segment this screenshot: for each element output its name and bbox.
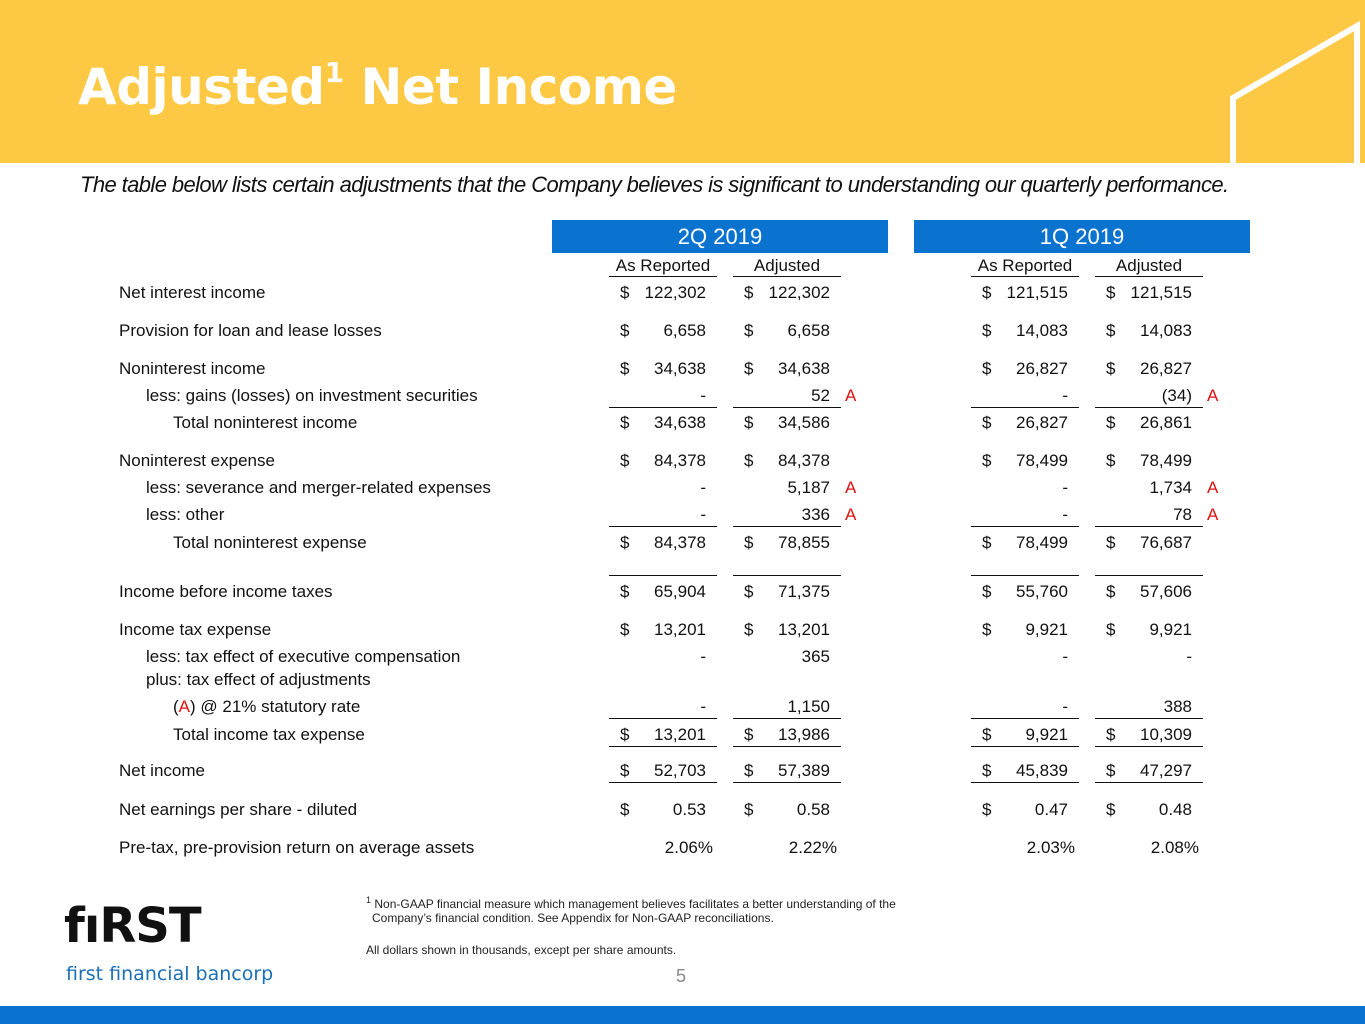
value-cell [609,450,717,472]
footnote-line1: Non-GAAP financial measure which management believes facilitates a better understanding of the [374,897,896,911]
currency-sign: $ [982,800,992,819]
table-row [0,282,1365,304]
value: 122,302 [768,283,830,302]
row-label [119,837,474,859]
adjustment-flag: A [845,478,857,497]
currency-sign: $ [1106,582,1116,601]
title-text: Adjusted [78,58,325,116]
currency-sign: $ [620,725,630,744]
value: 78,499 [1016,533,1068,552]
table-row [0,320,1365,342]
label-text: Noninterest income [119,359,266,378]
currency-sign: $ [744,451,754,470]
total-rule [733,575,841,576]
currency-sign: $ [982,359,992,378]
value-cell [971,696,1079,719]
value: 78,499 [1016,451,1068,470]
value-cell [733,696,841,719]
value-cell [609,385,717,408]
currency-sign: $ [982,761,992,780]
value-cell [971,504,1079,527]
value-cell [733,760,841,783]
value: 57,606 [1140,582,1192,601]
currency-sign: $ [1106,800,1116,819]
currency-sign: $ [620,359,630,378]
value-cell [609,504,717,527]
value: 336 [801,505,830,524]
value-cell [971,581,1079,603]
footnote-line2: Company’s financial condition. See Appendix for Non-GAAP reconciliations. [372,911,774,925]
table-row [0,450,1365,472]
value-cell [609,724,717,747]
value-cell [733,646,841,668]
table-row [0,696,1365,718]
currency-sign: $ [744,413,754,432]
title-footnote-marker: 1 [324,56,344,89]
value: 65,904 [654,582,706,601]
value: 2.03% [1026,838,1075,857]
value-cell [609,646,717,668]
value: 71,375 [778,582,830,601]
currency-sign: $ [620,451,630,470]
value: 14,083 [1140,321,1192,340]
currency-sign: $ [1106,620,1116,639]
adjustment-flag: A [1207,505,1219,524]
value: 122,302 [644,283,706,302]
label-text: Total income tax expense [173,725,365,744]
total-rule [1095,575,1203,576]
table-row [0,837,1365,859]
value: 10,309 [1140,725,1192,744]
currency-sign: $ [982,620,992,639]
table-row [0,385,1365,407]
table-row [0,412,1365,434]
value-cell [733,385,857,408]
value: 0.53 [672,800,706,819]
row-label [173,724,365,746]
total-rule [971,575,1079,576]
value-cell [733,477,857,499]
col-header-as-reported: As Reported [971,256,1079,277]
value: - [700,697,706,716]
value: 52 [811,386,830,405]
table-row [0,358,1365,380]
currency-sign: $ [620,800,630,819]
adjustment-flag: A [845,386,857,405]
value-cell [1095,385,1219,408]
row-label [146,477,491,499]
value-cell [1095,358,1203,380]
col-header-as-reported: As Reported [609,256,717,277]
value: 13,986 [778,725,830,744]
adjustment-flag: A [1207,478,1219,497]
value: - [1062,478,1068,497]
value-cell [971,385,1079,408]
value-cell [971,450,1079,472]
label-text: @ 21% statutory rate [200,697,361,716]
building-outline-icon [1225,20,1365,165]
currency-sign: $ [982,321,992,340]
value-cell [971,358,1079,380]
value: 26,827 [1140,359,1192,378]
currency-sign: $ [744,533,754,552]
value-cell [1095,799,1203,821]
value-cell [1095,837,1203,859]
value-cell [733,619,841,641]
value: 13,201 [778,620,830,639]
value: 76,687 [1140,533,1192,552]
value-cell [1095,619,1203,641]
value-cell [733,358,841,380]
label-suffix: ) [190,697,201,716]
col-header-adjusted: Adjusted [733,256,841,277]
value-cell [609,837,717,859]
value: 34,638 [654,359,706,378]
value: 388 [1163,697,1192,716]
value: - [1062,647,1068,666]
currency-sign: $ [1106,321,1116,340]
value: 2.22% [788,838,837,857]
value: 26,827 [1016,413,1068,432]
row-label [173,532,367,554]
value: (34) [1161,386,1192,405]
value-cell [1095,724,1203,747]
value-cell [609,696,717,719]
currency-sign: $ [620,582,630,601]
total-rule [609,575,717,576]
table-row [0,724,1365,746]
value-cell [971,320,1079,342]
currency-sign: $ [1106,725,1116,744]
label-prefix: ( [173,697,179,716]
value: 0.58 [796,800,830,819]
value: 78,855 [778,533,830,552]
value: 6,658 [787,321,830,340]
currency-sign: $ [982,413,992,432]
table-row [0,669,1365,691]
title-text-rest: Net Income [343,58,677,116]
label-text: Net interest income [119,283,266,302]
label-text: plus: tax effect of adjustments [146,670,371,689]
value-cell [733,581,841,603]
value-cell [971,799,1079,821]
row-label [119,619,271,641]
currency-sign: $ [620,413,630,432]
value: - [700,647,706,666]
label-text: Provision for loan and lease losses [119,321,382,340]
value: 84,378 [654,451,706,470]
value: 57,389 [778,761,830,780]
value-cell [971,477,1079,499]
currency-sign: $ [744,725,754,744]
value: 0.47 [1034,800,1068,819]
value-cell [1095,450,1203,472]
value-cell [1095,532,1203,554]
currency-sign: $ [982,725,992,744]
currency-sign: $ [1106,413,1116,432]
value-cell [733,320,841,342]
table-row [0,581,1365,603]
intro-text: The table below lists certain adjustments that the Company believes is significant to understanding our quarterly performance. [80,172,1229,197]
value-cell [733,532,841,554]
row-label [119,760,205,782]
value: 6,658 [663,321,706,340]
label-text: less: severance and merger-related expenses [146,478,491,497]
value-cell [1095,477,1219,499]
value: 1,734 [1149,478,1192,497]
value-cell [609,799,717,821]
label-text: Net earnings per share - diluted [119,800,358,819]
value: 0.48 [1158,800,1192,819]
value-cell [609,320,717,342]
row-label [119,358,265,380]
label-text: Total noninterest income [173,413,358,432]
value: 55,760 [1016,582,1068,601]
value-cell [971,619,1079,641]
value: 34,638 [778,359,830,378]
value-cell [733,837,841,859]
table-row [0,760,1365,782]
label-text: less: other [146,505,225,524]
row-label [119,282,265,304]
page-title [78,58,677,116]
value: 2.08% [1150,838,1199,857]
col-header-adjusted: Adjusted [1095,256,1203,277]
value-cell [1095,696,1203,719]
value-cell [971,724,1079,747]
value: - [700,386,706,405]
currency-sign: $ [1106,761,1116,780]
value: 52,703 [654,761,706,780]
row-label [146,646,460,668]
currency-sign: $ [1106,283,1116,302]
value: 47,297 [1140,761,1192,780]
value-cell [609,532,717,554]
value: 365 [801,647,830,666]
value-cell [733,450,841,472]
value: 2.06% [664,838,713,857]
value: - [700,505,706,524]
currency-sign: $ [620,321,630,340]
label-text: Total noninterest expense [173,533,367,552]
value-cell [733,282,841,304]
label-text: Income before income taxes [119,582,333,601]
currency-sign: $ [1106,359,1116,378]
value-cell [1095,760,1203,783]
value: 34,586 [778,413,830,432]
footnote-marker: 1 [366,895,372,905]
page-number: 5 [676,966,687,986]
footer-bar [0,1006,1365,1024]
row-label [146,669,371,691]
table-row [0,504,1365,526]
label-text: Pre-tax, pre-provision return on average assets [119,838,475,857]
value-cell [733,724,841,747]
value-cell [971,760,1079,783]
value: 13,201 [654,725,706,744]
table-row [0,532,1365,554]
row-label [173,412,357,434]
value: - [1062,386,1068,405]
row-label [119,450,275,472]
row-label [119,799,357,821]
value: 9,921 [1025,620,1068,639]
value-cell [609,581,717,603]
value: 121,515 [1130,283,1192,302]
value-cell [1095,504,1219,527]
value-cell [1095,646,1203,668]
currency-sign: $ [620,283,630,302]
value: 78 [1173,505,1192,524]
value: - [1062,505,1068,524]
value-cell [609,760,717,783]
currency-sign: $ [744,359,754,378]
value: 84,378 [654,533,706,552]
currency-sign: $ [982,582,992,601]
value-cell [971,837,1079,859]
value: 5,187 [787,478,830,497]
table-row [0,646,1365,668]
row-label [119,581,333,603]
value-cell [1095,412,1203,434]
currency-sign: $ [744,620,754,639]
value: 9,921 [1149,620,1192,639]
row-label [146,504,224,526]
currency-sign: $ [1106,451,1116,470]
currency-sign: $ [744,761,754,780]
footnote-1 [366,895,896,911]
value: - [1186,647,1192,666]
quarter-header-1q2019: 1Q 2019 [914,220,1250,253]
value: 78,499 [1140,451,1192,470]
value: 9,921 [1025,725,1068,744]
row-label [146,385,478,407]
table-row [0,477,1365,499]
adjustment-flag: A [1207,386,1219,405]
value-cell [1095,282,1203,304]
value-cell [971,412,1079,434]
value-cell [971,282,1079,304]
company-name: first financial bancorp [66,963,274,985]
value-cell [609,619,717,641]
currency-sign: $ [744,321,754,340]
value: 26,861 [1140,413,1192,432]
adjustment-flag: A [178,697,191,716]
value: 45,839 [1016,761,1068,780]
value-cell [609,412,717,434]
value-cell [609,477,717,499]
value-cell [609,282,717,304]
value-cell [971,532,1079,554]
currency-sign: $ [744,283,754,302]
value-cell [609,358,717,380]
value: - [1062,697,1068,716]
value: 14,083 [1016,321,1068,340]
label-text: Net income [119,761,205,780]
currency-sign: $ [982,533,992,552]
dollars-note: All dollars shown in thousands, except per share amounts. [366,943,677,957]
currency-sign: $ [620,761,630,780]
label-text: Noninterest expense [119,451,275,470]
currency-sign: $ [744,800,754,819]
value: 34,638 [654,413,706,432]
currency-sign: $ [744,582,754,601]
adjustment-flag: A [845,505,857,524]
value: 26,827 [1016,359,1068,378]
table-row [0,799,1365,821]
currency-sign: $ [982,451,992,470]
currency-sign: $ [1106,533,1116,552]
value-cell [1095,320,1203,342]
label-text: Income tax expense [119,620,272,639]
value-cell [971,646,1079,668]
currency-sign: $ [620,533,630,552]
value: 121,515 [1006,283,1068,302]
currency-sign: $ [982,283,992,302]
value: 84,378 [778,451,830,470]
value: 1,150 [787,697,830,716]
value-cell [733,412,841,434]
value-cell [733,799,841,821]
company-logo: fıRST [64,898,201,954]
label-text: less: tax effect of executive compensation [146,647,461,666]
quarter-header-2q2019: 2Q 2019 [552,220,888,253]
label-text: less: gains (losses) on investment securities [146,386,478,405]
value-cell [733,504,857,527]
value: - [700,478,706,497]
currency-sign: $ [620,620,630,639]
row-label [173,696,360,718]
table-row [0,619,1365,641]
value: 13,201 [654,620,706,639]
row-label [119,320,382,342]
value-cell [1095,581,1203,603]
